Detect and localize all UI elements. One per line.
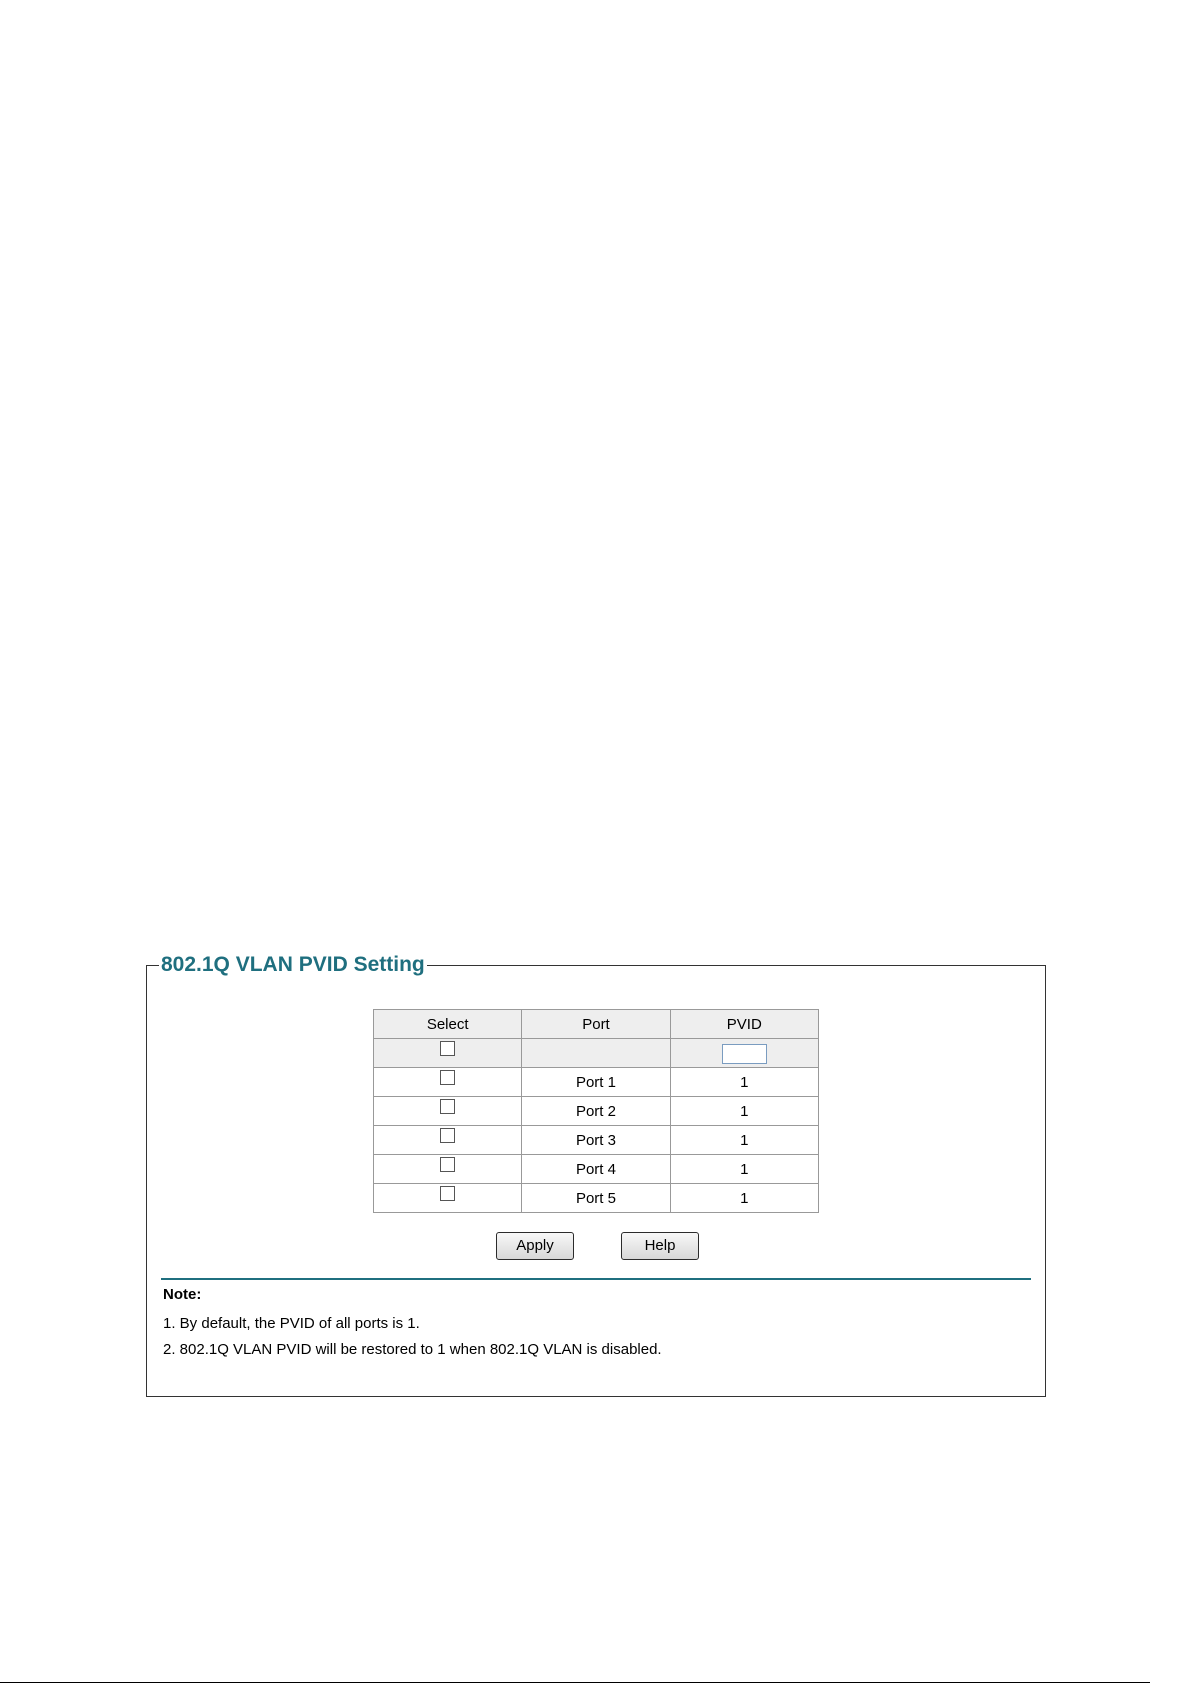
table-row [374,1126,819,1155]
batch-port-cell [522,1039,670,1068]
apply-button[interactable]: Apply [496,1232,574,1260]
table-header-row [374,1010,819,1039]
table-row [374,1184,819,1213]
note-title: Note: [163,1286,202,1303]
pvid-cell: 1 [670,1155,818,1184]
pvid-cell: 1 [670,1068,818,1097]
port-1-checkbox[interactable] [440,1070,455,1085]
port-3-checkbox[interactable] [440,1128,455,1143]
header-select: Select [374,1010,522,1039]
table-row [374,1068,819,1097]
port-cell: Port 2 [522,1097,670,1126]
pvid-cell: 1 [670,1126,818,1155]
select-cell [374,1126,522,1155]
port-cell: Port 3 [522,1126,670,1155]
help-button[interactable]: Help [621,1232,699,1260]
batch-input-row [374,1039,819,1068]
vlan-pvid-setting-panel [146,953,1046,1397]
table-row [374,1155,819,1184]
header-port: Port [522,1010,670,1039]
page-footer-rule [0,1682,1150,1683]
table-row [374,1097,819,1126]
batch-pvid-cell [670,1039,818,1068]
pvid-table [373,1009,819,1213]
port-2-checkbox[interactable] [440,1099,455,1114]
select-all-cell [374,1039,522,1068]
port-4-checkbox[interactable] [440,1157,455,1172]
select-all-checkbox[interactable] [440,1041,455,1056]
select-cell [374,1068,522,1097]
select-cell [374,1184,522,1213]
port-cell: Port 5 [522,1184,670,1213]
port-cell: Port 1 [522,1068,670,1097]
pvid-input[interactable] [722,1044,767,1064]
panel-title: 802.1Q VLAN PVID Setting [161,953,425,976]
header-pvid: PVID [670,1010,818,1039]
port-5-checkbox[interactable] [440,1186,455,1201]
note-divider [161,1278,1031,1280]
pvid-cell: 1 [670,1097,818,1126]
note-line-2: 2. 802.1Q VLAN PVID will be restored to 1 when 802.1Q VLAN is disabled. [163,1341,662,1358]
note-line-1: 1. By default, the PVID of all ports is 1. [163,1315,420,1332]
select-cell [374,1097,522,1126]
port-cell: Port 4 [522,1155,670,1184]
select-cell [374,1155,522,1184]
pvid-cell: 1 [670,1184,818,1213]
